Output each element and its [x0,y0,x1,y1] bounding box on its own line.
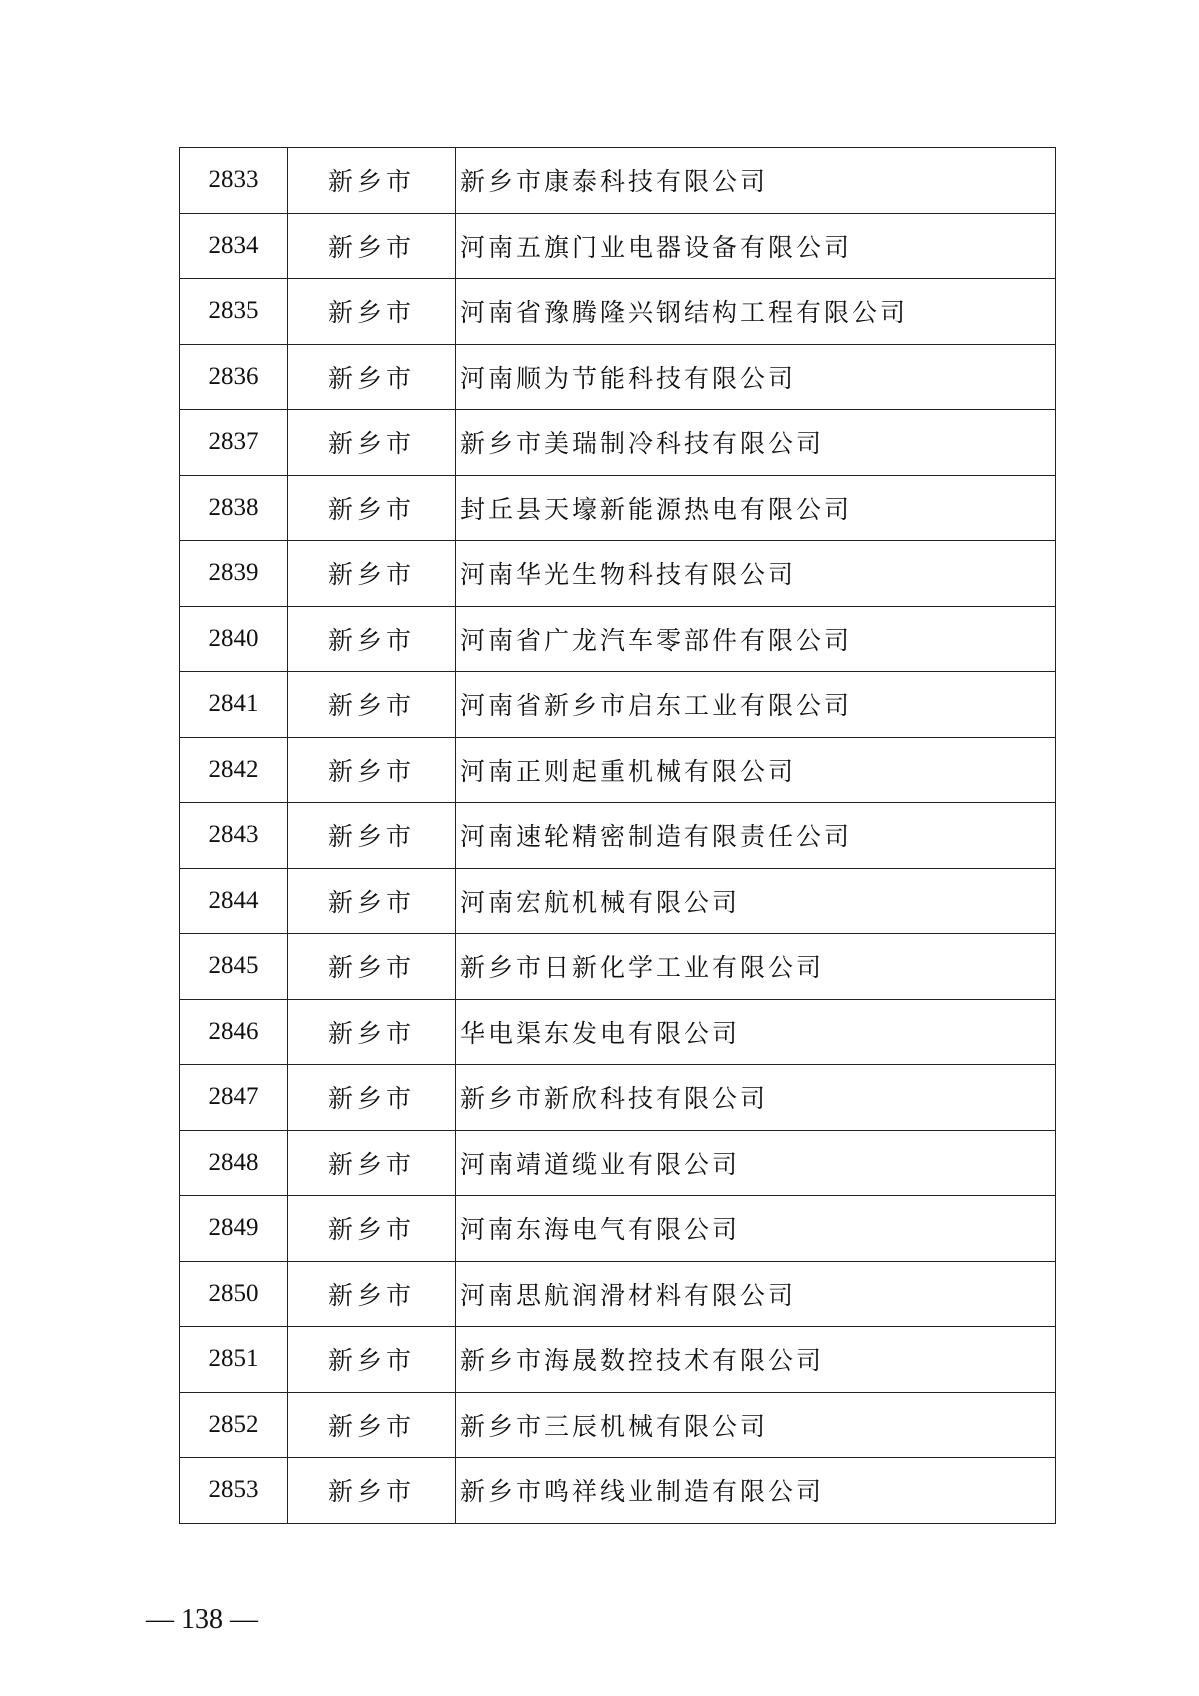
table-row [180,1327,1056,1393]
row-number-cell: 2834 [180,213,288,279]
table-row [180,541,1056,607]
table-row [180,1065,1056,1131]
company-name-cell: 河南宏航机械有限公司 [456,868,1056,934]
company-name-cell: 河南华光生物科技有限公司 [456,541,1056,607]
row-number-cell: 2848 [180,1130,288,1196]
city-cell: 新乡市 [288,279,456,345]
city-cell: 新乡市 [288,934,456,1000]
table-row [180,1196,1056,1262]
company-name-cell: 河南东海电气有限公司 [456,1196,1056,1262]
city-cell: 新乡市 [288,410,456,476]
row-number-cell: 2837 [180,410,288,476]
row-number-cell: 2849 [180,1196,288,1262]
city-cell: 新乡市 [288,1196,456,1262]
table-row [180,606,1056,672]
row-number-cell: 2852 [180,1392,288,1458]
company-name-cell: 华电渠东发电有限公司 [456,999,1056,1065]
city-cell: 新乡市 [288,737,456,803]
city-cell: 新乡市 [288,1327,456,1393]
table-row [180,1130,1056,1196]
company-name-cell: 新乡市康泰科技有限公司 [456,148,1056,214]
table-row [180,1261,1056,1327]
company-name-cell: 河南五旗门业电器设备有限公司 [456,213,1056,279]
company-name-cell: 封丘县天壕新能源热电有限公司 [456,475,1056,541]
company-name-cell: 河南省广龙汽车零部件有限公司 [456,606,1056,672]
page-number: — 138 — [146,1604,258,1635]
company-name-cell: 新乡市三辰机械有限公司 [456,1392,1056,1458]
table-row [180,934,1056,1000]
table-row [180,148,1056,214]
table-row [180,803,1056,869]
company-name-cell: 河南思航润滑材料有限公司 [456,1261,1056,1327]
company-list-table [179,147,1056,1524]
company-name-cell: 河南顺为节能科技有限公司 [456,344,1056,410]
table-row [180,279,1056,345]
row-number-cell: 2845 [180,934,288,1000]
city-cell: 新乡市 [288,148,456,214]
row-number-cell: 2836 [180,344,288,410]
table-row [180,999,1056,1065]
company-name-cell: 河南省豫腾隆兴钢结构工程有限公司 [456,279,1056,345]
table-row [180,475,1056,541]
row-number-cell: 2850 [180,1261,288,1327]
company-name-cell: 河南靖道缆业有限公司 [456,1130,1056,1196]
row-number-cell: 2844 [180,868,288,934]
table-row [180,410,1056,476]
city-cell: 新乡市 [288,344,456,410]
table-row [180,737,1056,803]
table-row [180,1458,1056,1524]
company-name-cell: 河南速轮精密制造有限责任公司 [456,803,1056,869]
city-cell: 新乡市 [288,868,456,934]
table-row [180,868,1056,934]
table-row [180,672,1056,738]
company-name-cell: 新乡市海晟数控技术有限公司 [456,1327,1056,1393]
row-number-cell: 2840 [180,606,288,672]
row-number-cell: 2838 [180,475,288,541]
city-cell: 新乡市 [288,541,456,607]
row-number-cell: 2841 [180,672,288,738]
row-number-cell: 2833 [180,148,288,214]
table-row [180,213,1056,279]
row-number-cell: 2843 [180,803,288,869]
city-cell: 新乡市 [288,999,456,1065]
company-name-cell: 新乡市鸣祥线业制造有限公司 [456,1458,1056,1524]
row-number-cell: 2835 [180,279,288,345]
row-number-cell: 2839 [180,541,288,607]
city-cell: 新乡市 [288,1392,456,1458]
company-name-cell: 河南省新乡市启东工业有限公司 [456,672,1056,738]
company-name-cell: 新乡市美瑞制冷科技有限公司 [456,410,1056,476]
city-cell: 新乡市 [288,1458,456,1524]
table-row [180,344,1056,410]
city-cell: 新乡市 [288,803,456,869]
city-cell: 新乡市 [288,1261,456,1327]
row-number-cell: 2842 [180,737,288,803]
city-cell: 新乡市 [288,1130,456,1196]
company-name-cell: 河南正则起重机械有限公司 [456,737,1056,803]
row-number-cell: 2847 [180,1065,288,1131]
city-cell: 新乡市 [288,213,456,279]
city-cell: 新乡市 [288,1065,456,1131]
row-number-cell: 2851 [180,1327,288,1393]
company-name-cell: 新乡市新欣科技有限公司 [456,1065,1056,1131]
company-name-cell: 新乡市日新化学工业有限公司 [456,934,1056,1000]
row-number-cell: 2853 [180,1458,288,1524]
row-number-cell: 2846 [180,999,288,1065]
table-body [180,148,1056,1524]
city-cell: 新乡市 [288,672,456,738]
city-cell: 新乡市 [288,475,456,541]
table-row [180,1392,1056,1458]
city-cell: 新乡市 [288,606,456,672]
